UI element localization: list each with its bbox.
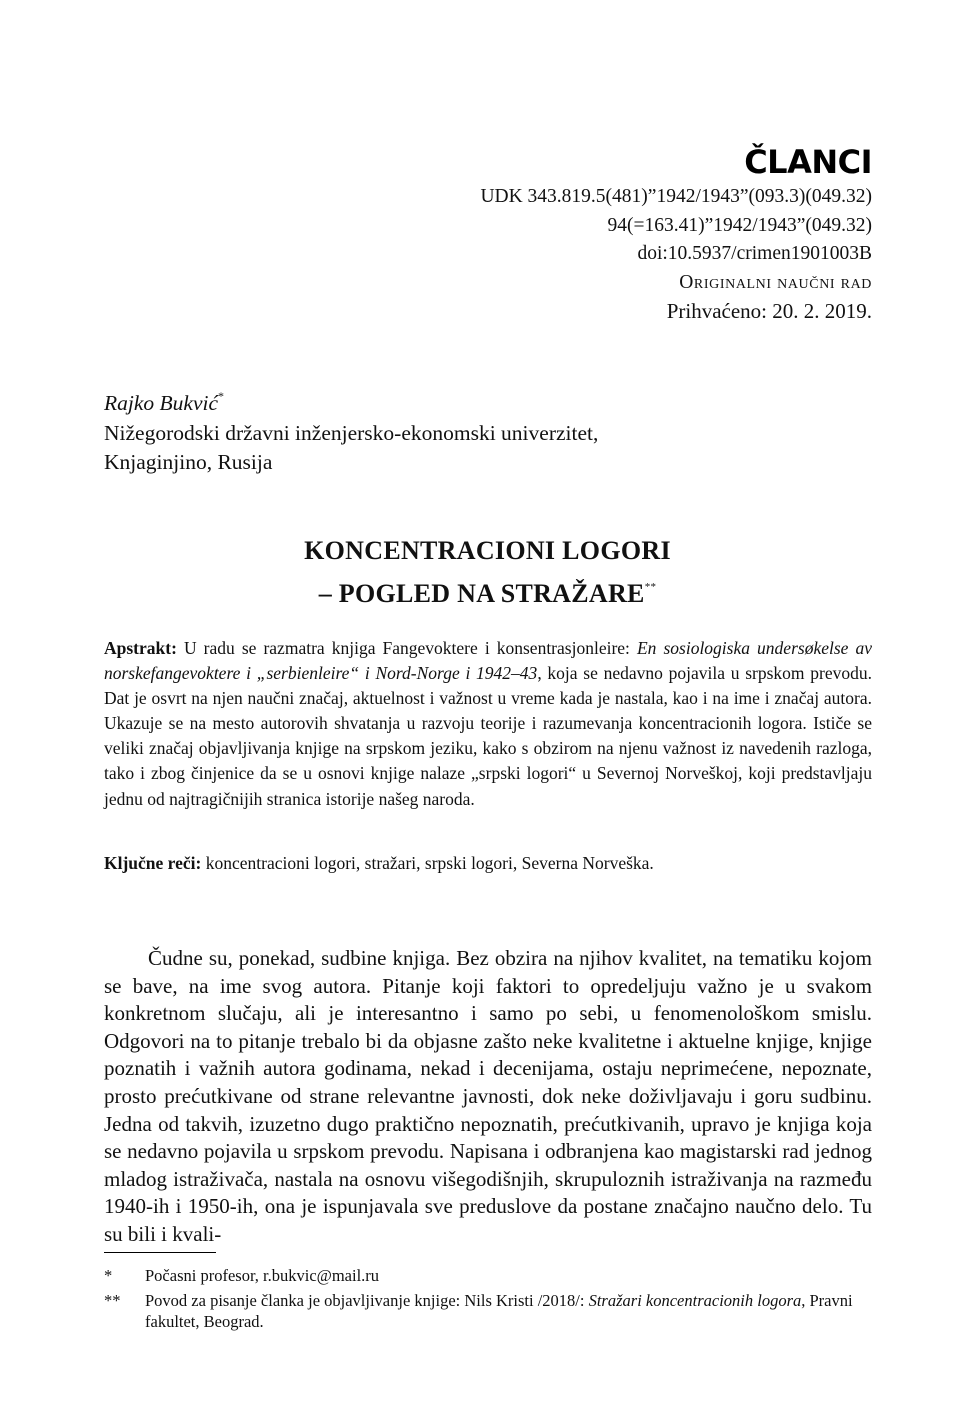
abstract-label: Apstrakt: [104, 638, 177, 658]
doi: doi:10.5937/crimen1901003B [637, 243, 872, 264]
title-line-2: – POGLED NA STRAŽARE [318, 579, 645, 608]
title-footnote-mark: ** [644, 581, 657, 593]
title-line-1: KONCENTRACIONI LOGORI [304, 536, 671, 565]
footnote-mark: * [104, 1266, 113, 1285]
abstract-book-title: En sosiologiska undersøkelse av norskefangevoktere i „serbienleire“ i Nord-Norge i 1942–43 [104, 638, 872, 684]
footnote-2 [104, 1290, 874, 1332]
author-affiliation: Nižegorodski državni inženjersko-ekonomski univerzitet, [104, 420, 599, 445]
udk-code-2: 94(=163.41)”1942/1943”(049.32) [607, 214, 872, 236]
author-name: Rajko Bukvić [104, 391, 219, 415]
footnote-text-part: , Pravni fakultet, Beograd. [145, 1291, 853, 1331]
footnote-mark: ** [104, 1291, 121, 1310]
body-text [104, 945, 872, 1249]
footnote-book-title: Stražari koncentracionih logora [588, 1291, 802, 1310]
abstract [104, 636, 872, 812]
article-type: Originalni naučni rad [679, 271, 872, 293]
footnote-text [145, 1290, 874, 1332]
keywords-label: Ključne reči: [104, 853, 202, 873]
keywords-text: koncentracioni logori, stražari, srpski logori, Severna Norveška. [201, 853, 654, 873]
footnote-divider [104, 1252, 216, 1253]
author-block [104, 382, 598, 478]
abstract-text-1: U radu se razmatra knjiga Fangevoktere i konsentrasjonleire: [176, 638, 637, 658]
abstract-text-2: , koja se nedavno pojavila u srpskom prevodu. Dat je osvrt na njen naučni značaj, aktuelnost i važnost u vreme kada je nastala, kao i na ime i značaj autora. Ukazuje se na mesto autorovih shvatanja u razvoju teorije i razumevanja koncentracionih logora. Ističe se veliki značaj objavljivanja knjige na srpskom jeziku, kako s obzirom na njenu važnost iz navedenih razloga, tako i zbog činjenice da se u osnovi knjige nalaze „srpski logori“ u Severnoj Norveškoj, koji predstavljaju jednu od najtragičnijih stranica istorije našeg naroda. [104, 663, 872, 809]
author-footnote-mark: * [218, 389, 225, 403]
article-metadata [480, 183, 872, 326]
footnote-1 [104, 1265, 874, 1286]
author-location: Knjaginjino, Rusija [104, 450, 273, 474]
article-title [0, 533, 975, 612]
section-heading: ČLANCI [744, 143, 872, 181]
footnote-text-part: Povod za pisanje članka je objavljivanje knjige: Nils Kristi /2018/: [145, 1291, 589, 1310]
footnote-text: Počasni profesor, r.bukvic@mail.ru [145, 1266, 380, 1285]
udk-code-1: UDK 343.819.5(481)”1942/1943”(093.3)(049.32) [480, 186, 872, 207]
footnotes [104, 1265, 874, 1336]
body-paragraph: Čudne su, ponekad, sudbine knjiga. Bez obzira na njihov kvalitet, na tematiku kojom se bave, na ime svog autora. Pitanje koji faktori to opredeljuju važno je u svakom konkretnom slučaju, ali je interesantno i samo po sebi, u fenomenološkom smislu. Odgovori na to pitanje trebalo bi da objasne zašto neke kvalitetne i aktuelne knjige, knjige poznatih i važnih autora godinama, nekad i decenijama, ostaju neprimećene, nepoznate, prosto prećutkivane od strane relevantne javnosti, dok neke doživljavaju i goru sudbinu. Jedna od takvih, izuzetno dugo praktično nepoznatih, prećutkivanih, upravo je knjiga koja se nedavno pojavila u srpskom prevodu. Napisana i odbranjena kao magistarski rad jednog mladog istraživača, nastala na osnovu višegodišnjih, skrupuloznih istraživanja na razmeđu 1940-ih i 1950-ih, ona je ispunjavala sve preduslove da postane značajno naučno delo. Tu su bili i kvali- [104, 946, 872, 1246]
accepted-date: Prihvaćeno: 20. 2. 2019. [666, 299, 872, 323]
keywords [104, 851, 872, 876]
